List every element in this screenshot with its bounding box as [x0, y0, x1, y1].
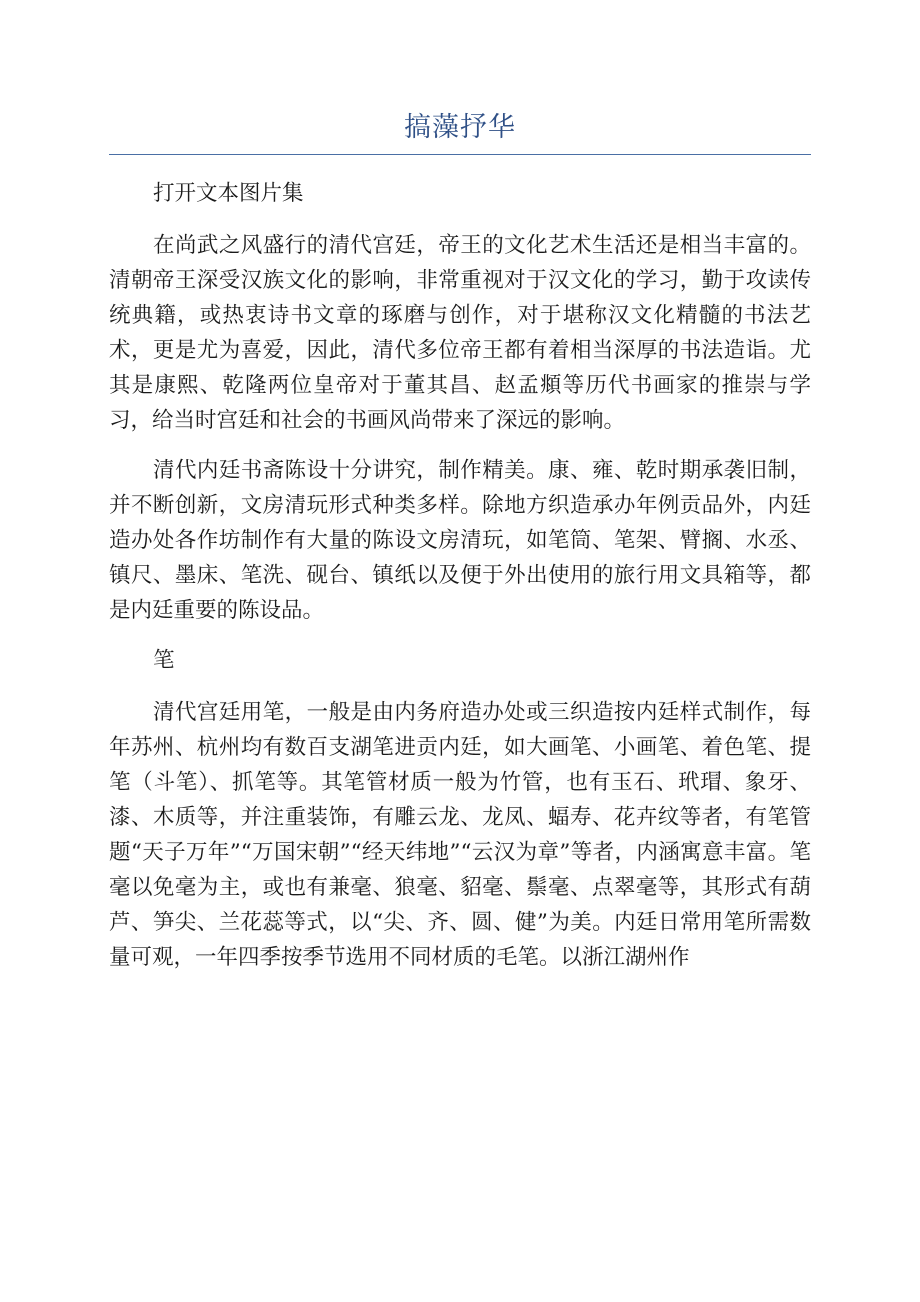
section-heading-brush: 笔: [153, 648, 175, 673]
paragraph-intro: 在尚武之风盛行的清代宫廷，帝王的文化艺术生活还是相当丰富的。清朝帝王深受汉族文化的影响，非常重视对于汉文化的学习，勤于攻读传统典籍，或热衷诗书文章的琢磨与创作，对于堪称汉文化精髓的书法艺术，更是尤为喜爱，因此，清代多位帝王都有着相当深厚的书法造诣。尤其是康熙、乾隆两位皇帝对于董其昌、赵孟頫等历代书画家的推崇与学习，给当时宫廷和社会的书画风尚带来了深远的影响。: [109, 233, 811, 433]
title-underline: [109, 154, 811, 155]
document-title: 搞藻抒华: [404, 112, 516, 143]
paragraph-image-set-label: 打开文本图片集: [153, 181, 304, 206]
document-body: [109, 176, 811, 990]
paragraph-brush: 清代宫廷用笔，一般是由内务府造办处或三织造按内廷样式制作，每年苏州、杭州均有数百支湖笔进贡内廷，如大画笔、小画笔、着色笔、提笔（斗笔）、抓笔等。其笔管材质一般为竹管，也有玉石、玳瑁、象牙、漆、木质等，并注重装饰，有雕云龙、龙凤、蝠寿、花卉纹等者，有笔管题“天子万年”“万国宋朝”“经天纬地”“云汉为章”等者，内涵寓意丰富。笔毫以免毫为主，或也有兼毫、狼毫、貂毫、鬃毫、点翠毫等，其形式有葫芦、笋尖、兰花蕊等式，以“尖、齐、圆、健”为美。内廷日常用笔所需数量可观，一年四季按季节选用不同材质的毛笔。以浙江湖州作: [109, 700, 811, 970]
paragraph-study-furnishings: 清代内廷书斋陈设十分讲究，制作精美。康、雍、乾时期承袭旧制，并不断创新，文房清玩形式种类多样。除地方织造承办年例贡品外，内廷造办处各作坊制作有大量的陈设文房清玩，如笔筒、笔架、臂搁、水丞、镇尺、墨床、笔洗、砚台、镇纸以及便于外出使用的旅行用文具箱等，都是内廷重要的陈设品。: [109, 458, 811, 623]
